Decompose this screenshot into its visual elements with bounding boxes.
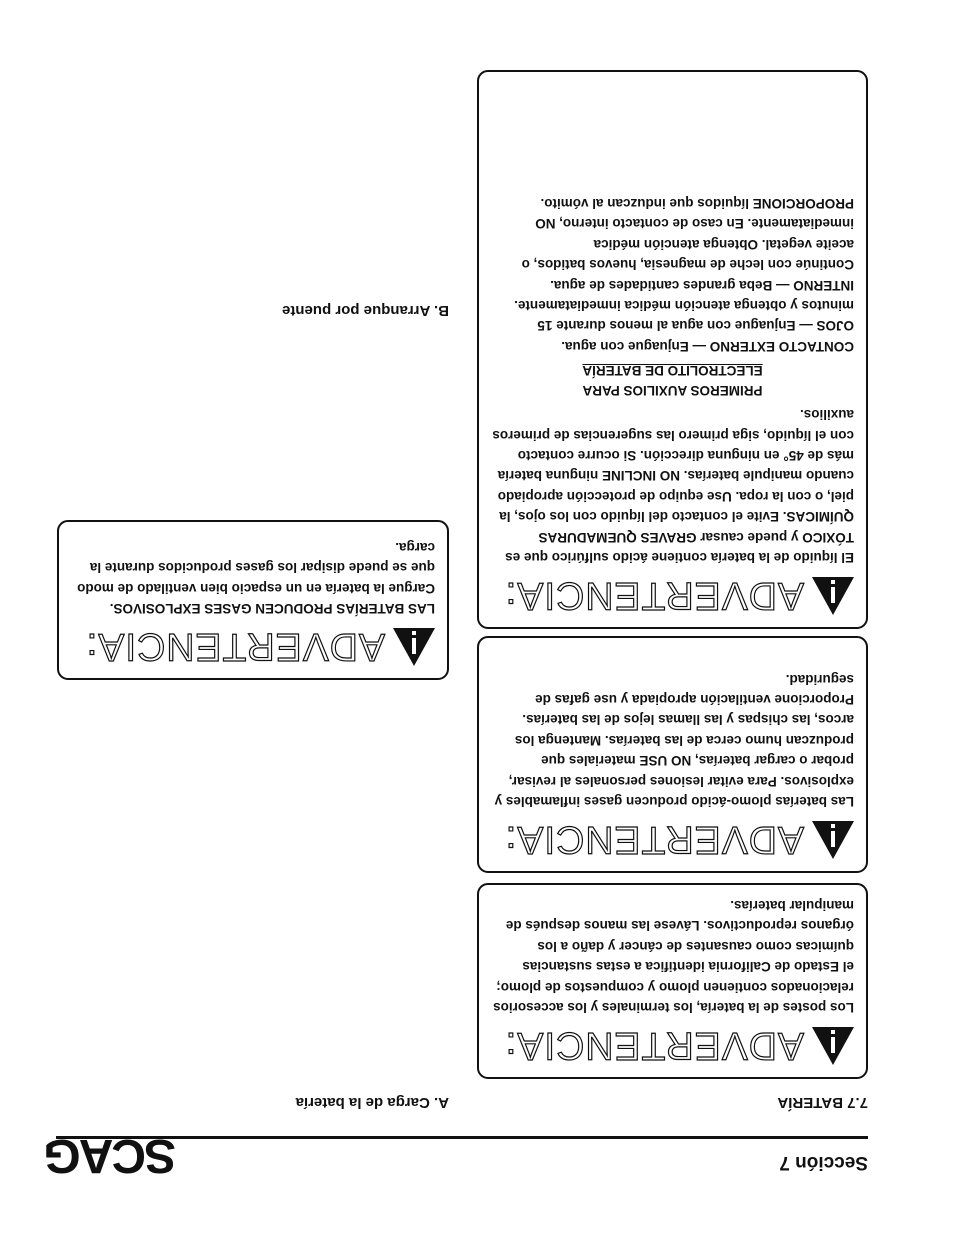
warning-header xyxy=(59,622,447,678)
warning-triangle-icon xyxy=(810,819,856,861)
warning-word: ADVERTENCIA: xyxy=(504,818,804,862)
warning-box-gases xyxy=(477,636,868,873)
warning-text-lead: Los postes de la batería, los terminales y los accesorios relacionados contienen plomo y compuestos de plomo; el Estado de California identifica a estas sustancias químicas como causantes de cáncer y daño a los órganos reproductivos. Lávese las manos después de manipular baterías. xyxy=(493,897,854,1015)
warning-triangle-icon xyxy=(391,626,437,668)
warning-word: ADVERTENCIA: xyxy=(504,1024,804,1068)
first-aid-title xyxy=(491,360,854,400)
warning-box-acid xyxy=(477,70,868,629)
header-rule xyxy=(56,1136,868,1139)
warning-header xyxy=(479,815,866,871)
scag-logo: SCAG xyxy=(45,1129,176,1182)
first-aid-title-line-1: PRIMEROS AUXILIOS PARA xyxy=(582,382,763,398)
warning-text-gases: Las baterías plomo-ácido producen gases inflamables y explosivos. Para evitar lesiones personales al revisar, probar o cargar baterías, NO USE materiales que produzcan humo cerca de las baterías. Mantenga los arcos, las chispas y las llamas lejos de las baterías. Proporcione ventilación apropiada y use gafas de seguridad. xyxy=(494,671,854,809)
subsection-a-heading: A. Carga de la batería xyxy=(295,1094,449,1111)
warning-triangle-icon xyxy=(810,1025,856,1067)
acid-paragraph: El líquido de la batería contiene ácido sulfúrico que es TÓXICO y puede causar GRAVES QUEMADURAS QUÍMICAS. Evite el contacto del líquido con los ojos, la piel, o con la ropa. Use equipo de protección apropiado cuando manipule baterías. NO INCLINE ninguna batería más de 45° en ninguna dirección. Si ocurre contacto con el líquido, siga primero las sugerencias de primeros auxilios. xyxy=(492,407,854,565)
first-aid-title-line-2: ELECTROLITO DE BATERÍA xyxy=(582,362,763,378)
first-aid-external: CONTACTO EXTERNO — Enjuague con agua. xyxy=(561,338,854,354)
section-title: Sección 7 xyxy=(779,1152,868,1173)
warning-text-acid xyxy=(479,185,866,572)
warning-word: ADVERTENCIA: xyxy=(504,574,804,618)
warning-text-charging: LAS BATERÍAS PRODUCEN GASES EXPLOSIVOS. Cargue la batería en un espacio bien ventilado de modo que se puede disipar los gases producidos durante la carga. xyxy=(77,539,435,616)
warning-box-charging xyxy=(57,520,449,680)
warning-header xyxy=(479,1021,866,1077)
first-aid-internal: INTERNO — Beba grandes cantidades de agua. Continúe con leche de magnesia, huevos batidos, o aceite vegetal. Obtenga atención médica inmediatamente. En caso de contacto interno, NO PROPORCIONE líquidos que induzcan al vómito. xyxy=(521,195,854,293)
warning-triangle-icon xyxy=(810,575,856,617)
warning-word: ADVERTENCIA: xyxy=(85,625,385,669)
battery-heading: 7.7 BATERÍA xyxy=(777,1094,868,1111)
warning-box-lead xyxy=(477,883,868,1079)
warning-header xyxy=(479,571,866,627)
first-aid-eyes: OJOS — Enjuague con agua al menos durante 15 minutos y obtenga atención médica inmediatamente. xyxy=(514,297,854,334)
subsection-b-heading: B. Arranque por puente xyxy=(282,302,449,319)
